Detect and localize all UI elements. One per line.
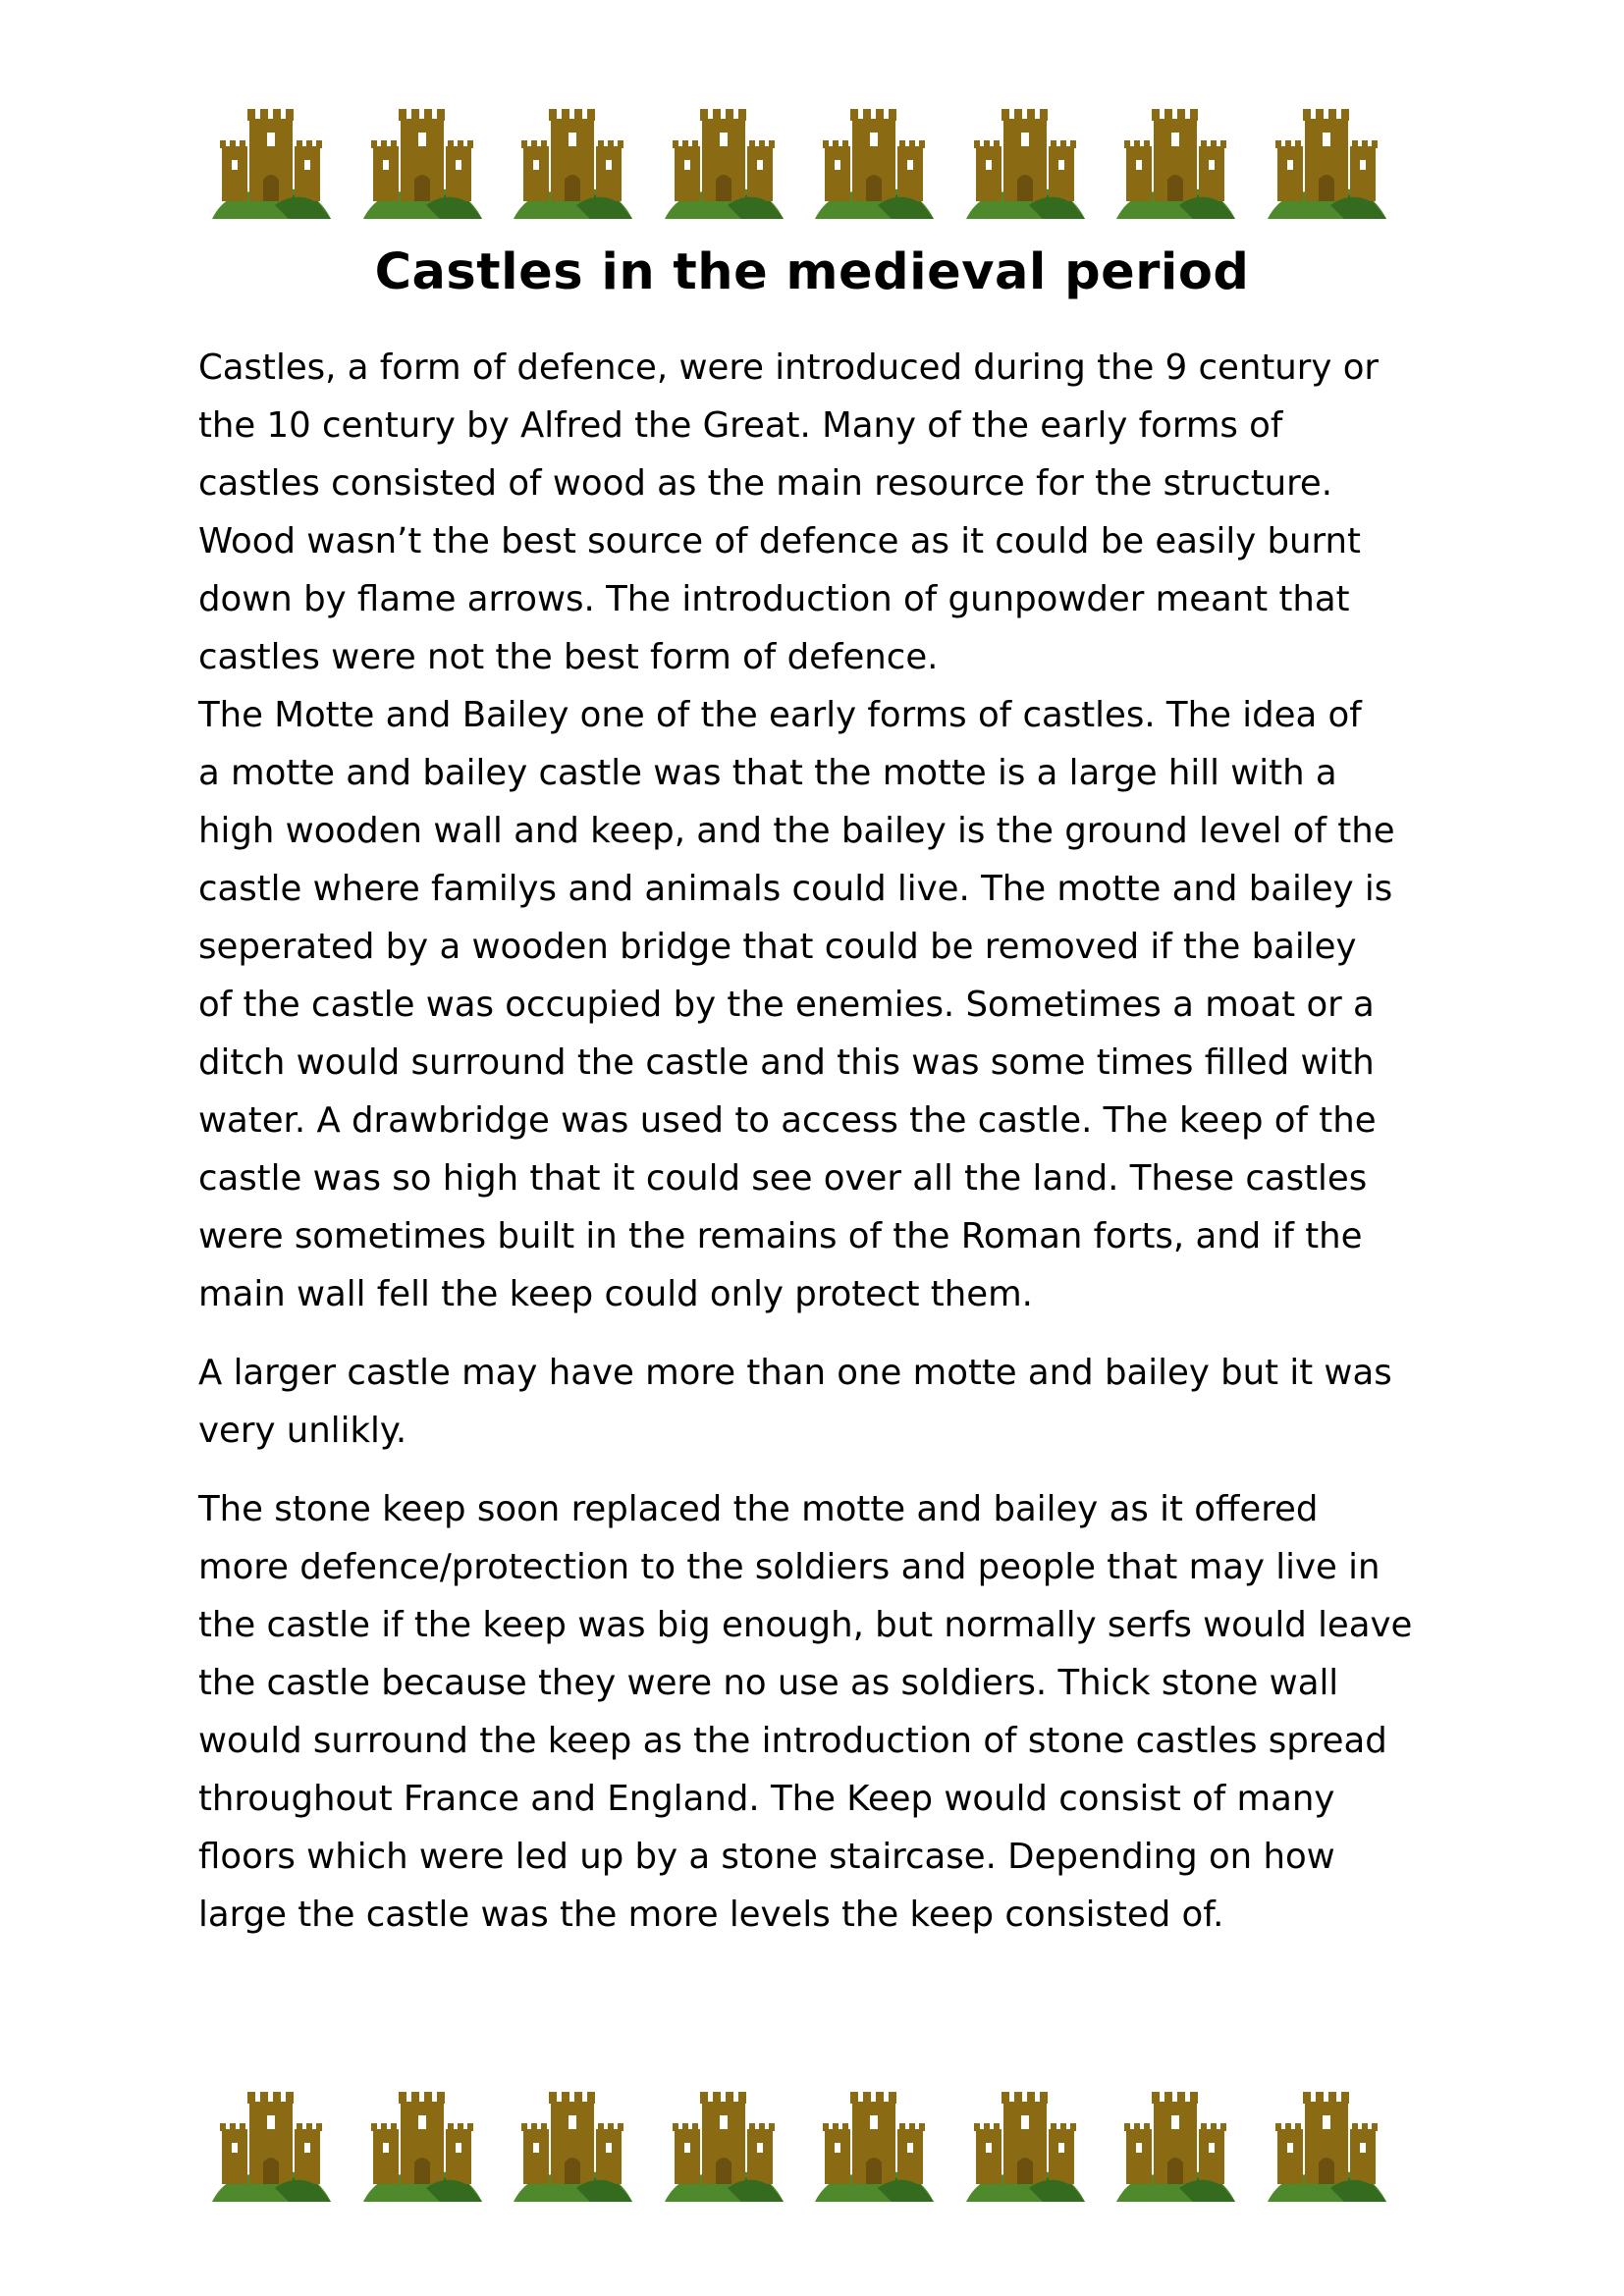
text-line: The stone keep soon replaced the motte and bailey as it offered	[198, 1489, 1319, 1529]
castle-on-hill-icon	[512, 2086, 634, 2209]
text-line: would surround the keep as the introduction of stone castles spread	[198, 1721, 1387, 1761]
paragraph	[198, 1480, 1445, 1944]
text-line: castles consisted of wood as the main resource for the structure.	[198, 463, 1333, 504]
castle-on-hill-icon	[663, 103, 785, 226]
castle-on-hill-icon	[1114, 2086, 1237, 2209]
text-line: ditch would surround the castle and this was some times filled with	[198, 1042, 1375, 1083]
top-castle-border	[210, 103, 1388, 231]
text-line: castles were not the best form of defence.	[198, 637, 939, 677]
text-line: down by flame arrows. The introduction of gunpowder meant that	[198, 579, 1350, 619]
castle-on-hill-icon	[1266, 103, 1388, 226]
text-line: Wood wasn’t the best source of defence as it could be easily burnt	[198, 521, 1361, 561]
paragraph	[198, 1344, 1445, 1460]
text-line: Castles, a form of defence, were introduced during the 9 century or	[198, 347, 1380, 388]
castle-on-hill-icon	[813, 103, 936, 226]
text-line: the castle because they were no use as soldiers. Thick stone wall	[198, 1663, 1339, 1703]
text-line: floors which were led up by a stone staircase. Depending on how	[198, 1837, 1335, 1877]
castle-on-hill-icon	[1266, 2086, 1388, 2209]
castle-on-hill-icon	[964, 103, 1087, 226]
castle-on-hill-icon	[361, 2086, 484, 2209]
text-line: throughout France and England. The Keep would consist of many	[198, 1779, 1335, 1819]
castle-on-hill-icon	[210, 2086, 333, 2209]
text-line: were sometimes built in the remains of the Roman forts, and if the	[198, 1216, 1363, 1256]
text-line: high wooden wall and keep, and the bailey is the ground level of the	[198, 811, 1395, 851]
text-line: very unlikly.	[198, 1411, 407, 1451]
castle-on-hill-icon	[964, 2086, 1087, 2209]
text-line: of the castle was occupied by the enemies. Sometimes a moat or a	[198, 985, 1375, 1025]
paragraph	[198, 339, 1445, 686]
castle-on-hill-icon	[813, 2086, 936, 2209]
castle-on-hill-icon	[1114, 103, 1237, 226]
text-line: large the castle was the more levels the keep consisted of.	[198, 1895, 1224, 1935]
castle-on-hill-icon	[210, 103, 333, 226]
text-line: The Motte and Bailey one of the early forms of castles. The idea of	[198, 695, 1362, 735]
paragraph	[198, 686, 1445, 1323]
text-line: water. A drawbridge was used to access the castle. The keep of the	[198, 1100, 1377, 1141]
text-line: more defence/protection to the soldiers and people that may live in	[198, 1547, 1380, 1587]
text-line: castle where familys and animals could live. The motte and bailey is	[198, 869, 1393, 909]
text-line: castle was so high that it could see over all the land. These castles	[198, 1158, 1368, 1199]
text-line: the 10 century by Alfred the Great. Many of the early forms of	[198, 405, 1283, 446]
castle-on-hill-icon	[663, 2086, 785, 2209]
castle-on-hill-icon	[512, 103, 634, 226]
bottom-castle-border	[210, 2086, 1388, 2214]
text-line: a motte and bailey castle was that the motte is a large hill with a	[198, 753, 1337, 793]
text-line: A larger castle may have more than one motte and bailey but it was	[198, 1353, 1392, 1393]
text-line: the castle if the keep was big enough, but normally serfs would leave	[198, 1605, 1413, 1645]
article-body	[198, 339, 1445, 1944]
page-title: Castles in the medieval period	[374, 243, 1250, 301]
castle-on-hill-icon	[361, 103, 484, 226]
text-line: main wall fell the keep could only protect them.	[198, 1274, 1033, 1314]
text-line: seperated by a wooden bridge that could be removed if the bailey	[198, 927, 1357, 967]
